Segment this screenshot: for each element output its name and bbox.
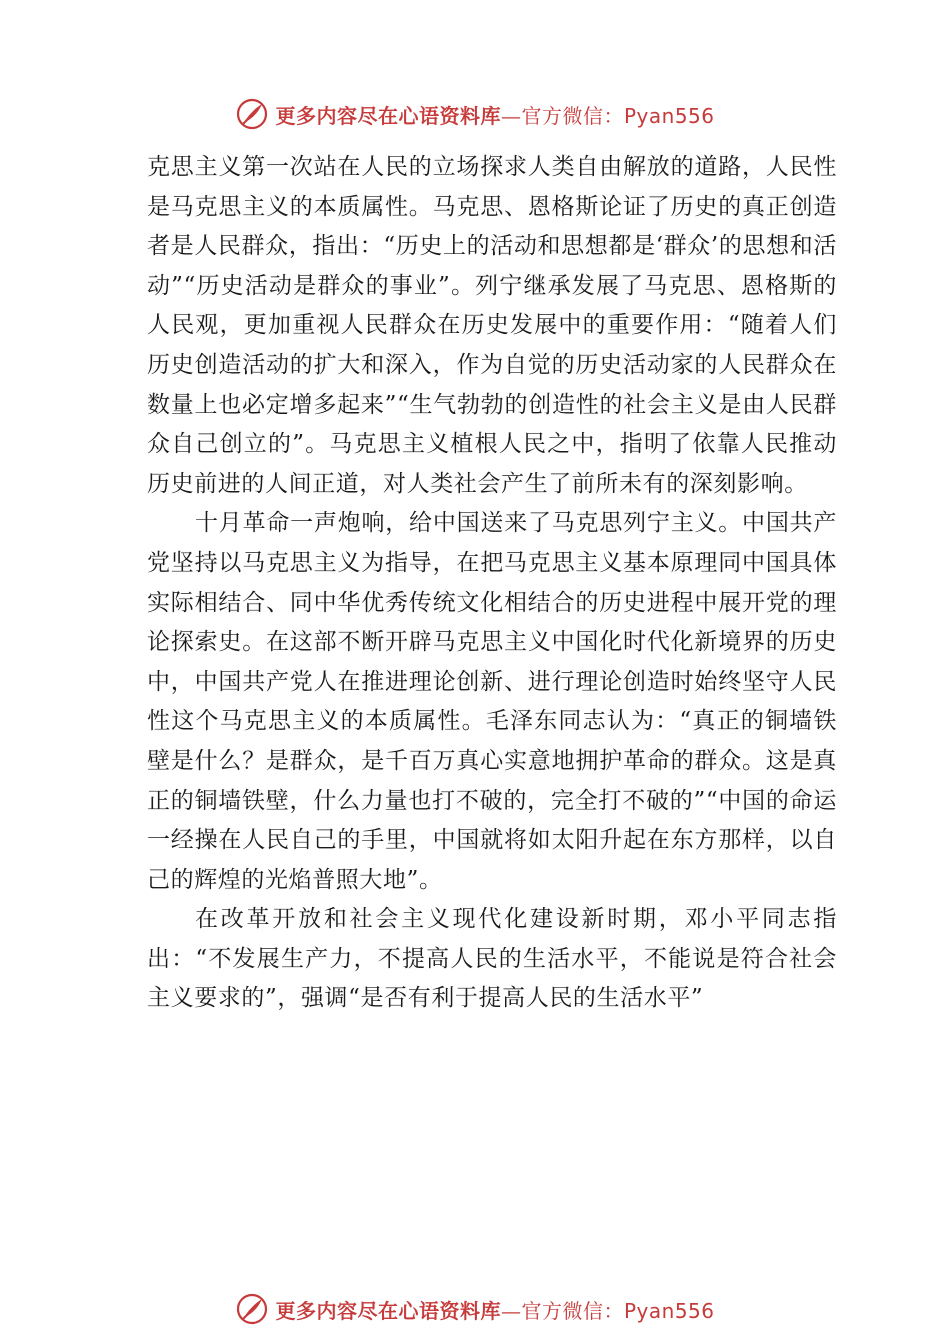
banner-wechat-id: Pyan556 — [623, 103, 715, 128]
paragraph-3: 在改革开放和社会主义现代化建设新时期，邓小平同志指出：“不发展生产力，不提高人民的生活水平，不能说是符合社会主义要求的”，强调“是否有利于提高人民的生活水平” — [147, 906, 837, 1012]
footer-banner — [0, 1289, 950, 1329]
banner-wechat-label: 官方微信： — [521, 103, 624, 128]
banner-slogan: 更多内容尽在心语资料库 — [275, 1298, 501, 1323]
banner-text — [275, 1295, 714, 1324]
banner-text — [275, 100, 714, 129]
document-body — [147, 148, 837, 1019]
banner-separator: — — [500, 1298, 522, 1323]
paragraph-2: 十月革命一声炮响，给中国送来了马克思列宁主义。中国共产党坚持以马克思主义为指导，在把马克思主义基本原理同中国具体实际相结合、同中华优秀传统文化相结合的历史进程中展开党的理论探索史。在这部不断开辟马克思主义中国化时代化新境界的历史中，中国共产党人在推进理论创新、进行理论创造时始终坚守人民性这个马克思主义的本质属性。毛泽东同志认为：“真正的铜墙铁壁是什么？是群众，是千百万真心实意地拥护革命的群众。这是真正的铜墙铁壁，什么力量也打不破的，完全打不破的”“中国的命运一经操在人民自己的手里，中国就将如太阳升起在东方那样，以自己的辉煌的光焰普照大地”。 — [147, 510, 837, 893]
quill-seal-icon — [235, 1292, 269, 1326]
banner-slogan: 更多内容尽在心语资料库 — [275, 103, 501, 128]
banner-separator: — — [500, 103, 522, 128]
paragraph-1: 克思主义第一次站在人民的立场探求人类自由解放的道路，人民性是马克思主义的本质属性。马克思、恩格斯论证了历史的真正创造者是人民群众，指出：“历史上的活动和思想都是‘群众’的思想和活动”“历史活动是群众的事业”。列宁继承发展了马克思、恩格斯的人民观，更加重视人民群众在历史发展中的重要作用：“随着人们历史创造活动的扩大和深入，作为自觉的历史活动家的人民群众在数量上也必定增多起来”“生气勃勃的创造性的社会主义是由人民群众自己创立的”。马克思主义植根人民之中，指明了依靠人民推动历史前进的人间正道，对人类社会产生了前所未有的深刻影响。 — [147, 154, 837, 497]
banner-wechat-id: Pyan556 — [623, 1298, 715, 1323]
banner-wechat-label: 官方微信： — [521, 1298, 624, 1323]
quill-seal-icon — [235, 97, 269, 131]
header-banner — [0, 94, 950, 134]
